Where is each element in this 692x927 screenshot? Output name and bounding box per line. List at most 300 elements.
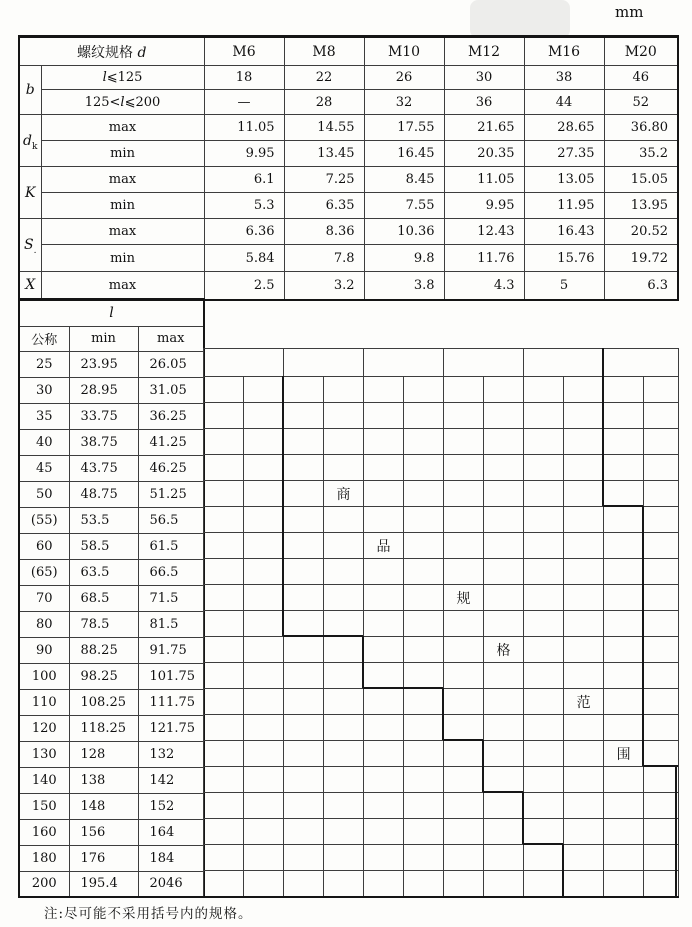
range-grid-cell — [324, 689, 364, 715]
range-grid-cell — [204, 637, 244, 663]
length-max-cell: 61.5 — [138, 533, 204, 559]
range-grid-cell — [604, 507, 644, 533]
range-grid-cell — [364, 559, 404, 585]
length-min-cell: 176 — [69, 845, 138, 871]
dimension-symbol-cell: X — [19, 272, 41, 300]
size-header-cell: M16 — [524, 37, 604, 66]
range-label-char: 商 — [324, 481, 364, 507]
range-grid-cell — [524, 767, 564, 793]
range-grid-cell — [204, 767, 244, 793]
range-grid-cell — [364, 455, 404, 481]
range-grid-cell — [204, 429, 244, 455]
range-grid-cell — [564, 741, 604, 767]
range-grid-cell — [244, 403, 284, 429]
range-grid-cell — [524, 819, 564, 845]
range-grid-cell — [244, 429, 284, 455]
range-grid-cell — [204, 663, 244, 689]
spec-row — [19, 141, 678, 167]
range-grid-cell — [564, 767, 604, 793]
range-grid-cell — [484, 715, 524, 741]
spec-value-cell: 28 — [284, 90, 364, 115]
length-row — [19, 767, 204, 793]
range-grid-cell — [484, 585, 524, 611]
range-boundary-segment — [483, 791, 523, 793]
size-header-cell: M6 — [204, 37, 284, 66]
spec-value-cell: 11.95 — [524, 193, 604, 219]
range-grid-cell — [364, 689, 404, 715]
length-header-row — [19, 299, 204, 326]
range-grid-cell — [644, 663, 679, 689]
length-max-cell: 71.5 — [138, 585, 204, 611]
range-boundary-segment — [442, 688, 444, 740]
range-grid-cell — [564, 793, 604, 819]
range-grid-cell — [284, 455, 324, 481]
range-grid-cell — [444, 403, 484, 429]
spec-value-cell: 46 — [604, 66, 678, 90]
length-max-cell: 81.5 — [138, 611, 204, 637]
range-grid-cell — [284, 871, 324, 897]
length-min-cell: 38.75 — [69, 429, 138, 455]
length-row — [19, 793, 204, 819]
spec-value-cell: 3.2 — [284, 272, 364, 300]
spec-row — [19, 219, 678, 245]
range-grid-top-row — [204, 349, 679, 377]
range-grid-cell — [564, 377, 604, 403]
range-grid-cell — [604, 429, 644, 455]
range-grid-cell — [524, 689, 564, 715]
spec-value-cell: 6.35 — [284, 193, 364, 219]
range-grid-cell — [604, 689, 644, 715]
range-grid-cell — [204, 559, 244, 585]
range-grid-cell — [644, 845, 679, 871]
range-grid-cell — [644, 819, 679, 845]
spec-row — [19, 90, 678, 115]
spec-value-cell: 8.45 — [364, 167, 444, 193]
range-grid-cell — [404, 871, 444, 897]
range-grid-cell — [404, 585, 444, 611]
scan-artifact — [470, 0, 570, 38]
dimension-symbol-cell: $S_.$ — [19, 219, 41, 272]
range-grid-cell — [524, 741, 564, 767]
length-table-body — [19, 299, 204, 897]
range-grid-cell — [444, 533, 484, 559]
range-grid-wide-cell — [444, 349, 524, 377]
length-max-cell: 164 — [138, 819, 204, 845]
range-grid-row — [204, 611, 679, 637]
length-min-cell: 118.25 — [69, 715, 138, 741]
spec-value-cell: 4.3 — [444, 272, 524, 300]
range-grid-cell — [604, 663, 644, 689]
range-grid-cell — [324, 637, 364, 663]
range-grid-cell — [244, 377, 284, 403]
range-grid-cell — [444, 741, 484, 767]
range-grid-cell — [524, 455, 564, 481]
range-label-char: 范 — [564, 689, 604, 715]
range-label-char: 品 — [364, 533, 404, 559]
range-grid-cell — [604, 559, 644, 585]
length-max-cell: 142 — [138, 767, 204, 793]
length-row — [19, 585, 204, 611]
nominal-length-cell: 25 — [19, 351, 69, 377]
range-grid-cell — [364, 377, 404, 403]
range-grid-row — [204, 481, 679, 507]
sub-label-cell: min — [41, 245, 204, 272]
range-grid-cell — [204, 819, 244, 845]
range-grid-cell — [444, 611, 484, 637]
range-grid-row — [204, 741, 679, 767]
range-grid-cell — [644, 689, 679, 715]
spec-header-cell: 螺纹规格 d — [19, 37, 204, 66]
nominal-length-cell: 60 — [19, 533, 69, 559]
spec-value-cell: 16.43 — [524, 219, 604, 245]
range-grid-cell — [404, 533, 444, 559]
range-grid-cell — [364, 403, 404, 429]
spec-value-cell: 7.55 — [364, 193, 444, 219]
range-grid-cell — [324, 715, 364, 741]
spec-value-cell: 10.36 — [364, 219, 444, 245]
length-row — [19, 689, 204, 715]
length-max-cell: 152 — [138, 793, 204, 819]
sub-label-cell: 125<l⩽200 — [41, 90, 204, 115]
range-grid-cell — [404, 767, 444, 793]
range-grid-body — [204, 349, 679, 898]
range-grid-cell — [564, 637, 604, 663]
spec-dimension-table — [18, 35, 679, 301]
spec-value-cell: 21.65 — [444, 115, 524, 141]
range-grid-cell — [324, 663, 364, 689]
size-header-cell: M20 — [604, 37, 678, 66]
range-grid-wide-cell — [524, 349, 604, 377]
length-max-cell: 121.75 — [138, 715, 204, 741]
length-row — [19, 481, 204, 507]
range-grid-cell — [284, 403, 324, 429]
length-column-header: max — [138, 326, 204, 351]
spec-value-cell: 16.45 — [364, 141, 444, 167]
length-row — [19, 429, 204, 455]
range-grid-cell — [604, 481, 644, 507]
unit-label: mm — [615, 3, 644, 21]
range-grid-cell — [204, 611, 244, 637]
spec-value-cell: 22 — [284, 66, 364, 90]
range-grid-cell — [244, 819, 284, 845]
spec-value-cell: 5.3 — [204, 193, 284, 219]
range-grid-cell — [204, 507, 244, 533]
range-grid-cell — [564, 429, 604, 455]
spec-value-cell: 6.3 — [604, 272, 678, 300]
range-grid-cell — [284, 715, 324, 741]
range-grid-cell — [404, 455, 444, 481]
range-grid-cell — [484, 689, 524, 715]
spec-value-cell: 7.8 — [284, 245, 364, 272]
range-grid-cell — [524, 793, 564, 819]
range-grid-cell — [244, 793, 284, 819]
range-grid-cell — [324, 741, 364, 767]
range-grid-cell — [244, 871, 284, 897]
spec-value-cell: 28.65 — [524, 115, 604, 141]
length-min-cell: 156 — [69, 819, 138, 845]
dimension-symbol-cell: $d_k$ — [19, 115, 41, 167]
range-grid-cell — [604, 403, 644, 429]
range-grid-cell — [604, 767, 644, 793]
range-grid-cell — [644, 585, 679, 611]
range-grid-cell — [204, 689, 244, 715]
range-grid-cell — [524, 377, 564, 403]
range-boundary-segment — [522, 792, 524, 844]
range-grid-cell — [204, 845, 244, 871]
nominal-length-cell: 90 — [19, 637, 69, 663]
length-max-cell: 26.05 — [138, 351, 204, 377]
range-grid-row — [204, 507, 679, 533]
spec-row — [19, 193, 678, 219]
range-boundary-segment — [675, 766, 677, 897]
range-grid-cell — [444, 715, 484, 741]
sub-label-cell: max — [41, 219, 204, 245]
range-grid-row — [204, 819, 679, 845]
range-grid-cell — [564, 455, 604, 481]
range-grid-wide-cell — [604, 349, 679, 377]
sub-label-cell: min — [41, 193, 204, 219]
range-grid-cell — [324, 533, 364, 559]
range-grid-row — [204, 403, 679, 429]
range-grid-cell — [364, 507, 404, 533]
range-grid-cell — [364, 845, 404, 871]
length-max-cell: 111.75 — [138, 689, 204, 715]
nominal-length-cell: 100 — [19, 663, 69, 689]
range-grid-cell — [284, 767, 324, 793]
spec-value-cell: 36.80 — [604, 115, 678, 141]
length-min-cell: 108.25 — [69, 689, 138, 715]
spec-value-cell: 15.76 — [524, 245, 604, 272]
range-grid-cell — [484, 429, 524, 455]
range-grid-cell — [604, 715, 644, 741]
spec-value-cell: 44 — [524, 90, 604, 115]
nominal-length-cell: (55) — [19, 507, 69, 533]
range-grid-cell — [364, 429, 404, 455]
nominal-length-cell: 40 — [19, 429, 69, 455]
range-grid-cell — [244, 637, 284, 663]
range-grid-cell — [644, 481, 679, 507]
range-grid-row — [204, 637, 679, 663]
range-grid-cell — [404, 741, 444, 767]
length-min-cell: 23.95 — [69, 351, 138, 377]
range-grid-cell — [404, 429, 444, 455]
range-grid-cell — [524, 481, 564, 507]
length-max-cell: 184 — [138, 845, 204, 871]
range-grid-cell — [564, 663, 604, 689]
range-grid-cell — [484, 403, 524, 429]
range-grid-cell — [524, 663, 564, 689]
range-grid-cell — [404, 559, 444, 585]
range-grid-cell — [364, 793, 404, 819]
range-grid-cell — [644, 715, 679, 741]
length-row — [19, 559, 204, 585]
range-grid-cell — [604, 585, 644, 611]
range-grid-cell — [324, 455, 364, 481]
spec-value-cell: 20.35 — [444, 141, 524, 167]
nominal-length-cell: 110 — [19, 689, 69, 715]
range-grid-cell — [284, 559, 324, 585]
range-label-char: 规 — [444, 585, 484, 611]
range-grid-cell — [564, 819, 604, 845]
nominal-length-cell: 150 — [19, 793, 69, 819]
range-grid-cell — [364, 637, 404, 663]
length-max-cell: 132 — [138, 741, 204, 767]
range-grid-cell — [644, 455, 679, 481]
range-boundary-segment — [283, 635, 363, 637]
length-column-header: min — [69, 326, 138, 351]
spec-value-cell: 17.55 — [364, 115, 444, 141]
range-grid-cell — [484, 611, 524, 637]
range-grid-cell — [284, 845, 324, 871]
range-grid-row — [204, 585, 679, 611]
range-grid-cell — [604, 871, 644, 897]
range-grid-cell — [444, 663, 484, 689]
range-grid-cell — [644, 637, 679, 663]
spec-value-cell: 11.05 — [444, 167, 524, 193]
range-grid-cell — [644, 429, 679, 455]
range-grid-cell — [444, 845, 484, 871]
range-grid-cell — [564, 507, 604, 533]
range-grid-cell — [484, 533, 524, 559]
spec-row — [19, 66, 678, 90]
sub-label-cell: min — [41, 141, 204, 167]
length-row — [19, 377, 204, 403]
range-grid-cell — [524, 429, 564, 455]
range-grid-cell — [524, 871, 564, 897]
range-grid-cell — [244, 585, 284, 611]
spec-value-cell: 2.5 — [204, 272, 284, 300]
range-grid-cell — [564, 611, 604, 637]
range-grid-cell — [644, 507, 679, 533]
range-grid-cell — [204, 455, 244, 481]
length-row — [19, 403, 204, 429]
nominal-length-cell: (65) — [19, 559, 69, 585]
range-grid-cell — [644, 403, 679, 429]
range-boundary-segment — [482, 740, 484, 792]
range-grid-cell — [244, 611, 284, 637]
range-grid-cell — [524, 559, 564, 585]
range-grid-cell — [484, 663, 524, 689]
length-row — [19, 819, 204, 845]
range-grid-cell — [324, 377, 364, 403]
range-grid-cell — [284, 611, 324, 637]
length-row — [19, 845, 204, 871]
range-grid-wide-cell — [204, 349, 284, 377]
length-max-cell: 66.5 — [138, 559, 204, 585]
nominal-length-cell: 140 — [19, 767, 69, 793]
range-grid-cell — [484, 481, 524, 507]
range-boundary-segment — [363, 687, 443, 689]
length-max-cell: 31.05 — [138, 377, 204, 403]
spec-value-cell: 27.35 — [524, 141, 604, 167]
range-grid-cell — [524, 845, 564, 871]
range-grid-cell — [444, 689, 484, 715]
range-grid-cell — [204, 481, 244, 507]
range-grid-cell — [244, 533, 284, 559]
range-grid-cell — [204, 871, 244, 897]
range-grid-cell — [524, 585, 564, 611]
sub-label-cell: max — [41, 272, 204, 300]
length-row — [19, 507, 204, 533]
range-grid-cell — [404, 689, 444, 715]
spec-value-cell: 6.1 — [204, 167, 284, 193]
range-grid-cell — [364, 819, 404, 845]
range-label-char: 围 — [604, 741, 644, 767]
range-grid-cell — [564, 533, 604, 559]
spec-value-cell: 15.05 — [604, 167, 678, 193]
range-grid-cell — [284, 533, 324, 559]
length-row — [19, 455, 204, 481]
spec-value-cell: 5.84 — [204, 245, 284, 272]
range-grid-row — [204, 559, 679, 585]
range-grid-cell — [604, 455, 644, 481]
range-grid-row — [204, 377, 679, 403]
range-grid-cell — [244, 481, 284, 507]
range-grid-cell — [564, 871, 604, 897]
length-min-cell: 53.5 — [69, 507, 138, 533]
range-grid-cell — [404, 507, 444, 533]
spec-value-cell: 52 — [604, 90, 678, 115]
range-grid-cell — [284, 481, 324, 507]
range-grid-cell — [524, 715, 564, 741]
footnote: 注:尽可能不采用括号内的规格。 — [44, 906, 253, 922]
range-grid-cell — [244, 689, 284, 715]
length-row — [19, 533, 204, 559]
range-grid-cell — [404, 819, 444, 845]
range-grid-cell — [404, 845, 444, 871]
range-boundary-segment — [603, 505, 643, 507]
range-grid-cell — [324, 585, 364, 611]
length-max-cell: 2046 — [138, 871, 204, 897]
length-table — [18, 298, 205, 898]
spec-value-cell: 3.8 — [364, 272, 444, 300]
sub-label-cell: max — [41, 115, 204, 141]
length-min-cell: 78.5 — [69, 611, 138, 637]
length-columns-row — [19, 326, 204, 351]
spec-value-cell: 38 — [524, 66, 604, 90]
range-grid-cell — [364, 871, 404, 897]
range-grid-wide-cell — [364, 349, 444, 377]
range-grid-cell — [644, 611, 679, 637]
length-column-header: 公称 — [19, 326, 69, 351]
range-grid-row — [204, 845, 679, 871]
range-boundary-segment — [642, 506, 644, 766]
spec-value-cell: 13.05 — [524, 167, 604, 193]
spec-value-cell: 19.72 — [604, 245, 678, 272]
range-grid-cell — [404, 637, 444, 663]
range-grid-cell — [404, 793, 444, 819]
range-grid-cell — [564, 559, 604, 585]
range-grid-cell — [524, 533, 564, 559]
spec-value-cell: 36 — [444, 90, 524, 115]
spec-row — [19, 245, 678, 272]
range-grid-cell — [284, 429, 324, 455]
range-grid-cell — [444, 377, 484, 403]
spec-value-cell: 18 — [204, 66, 284, 90]
range-grid-cell — [604, 377, 644, 403]
range-grid-row — [204, 871, 679, 897]
range-grid-cell — [364, 585, 404, 611]
length-row — [19, 741, 204, 767]
spec-row — [19, 167, 678, 193]
range-grid-cell — [284, 637, 324, 663]
length-min-cell: 148 — [69, 793, 138, 819]
nominal-length-cell: 200 — [19, 871, 69, 897]
range-grid-cell — [284, 585, 324, 611]
range-grid-cell — [364, 767, 404, 793]
length-min-cell: 138 — [69, 767, 138, 793]
nominal-length-cell: 180 — [19, 845, 69, 871]
